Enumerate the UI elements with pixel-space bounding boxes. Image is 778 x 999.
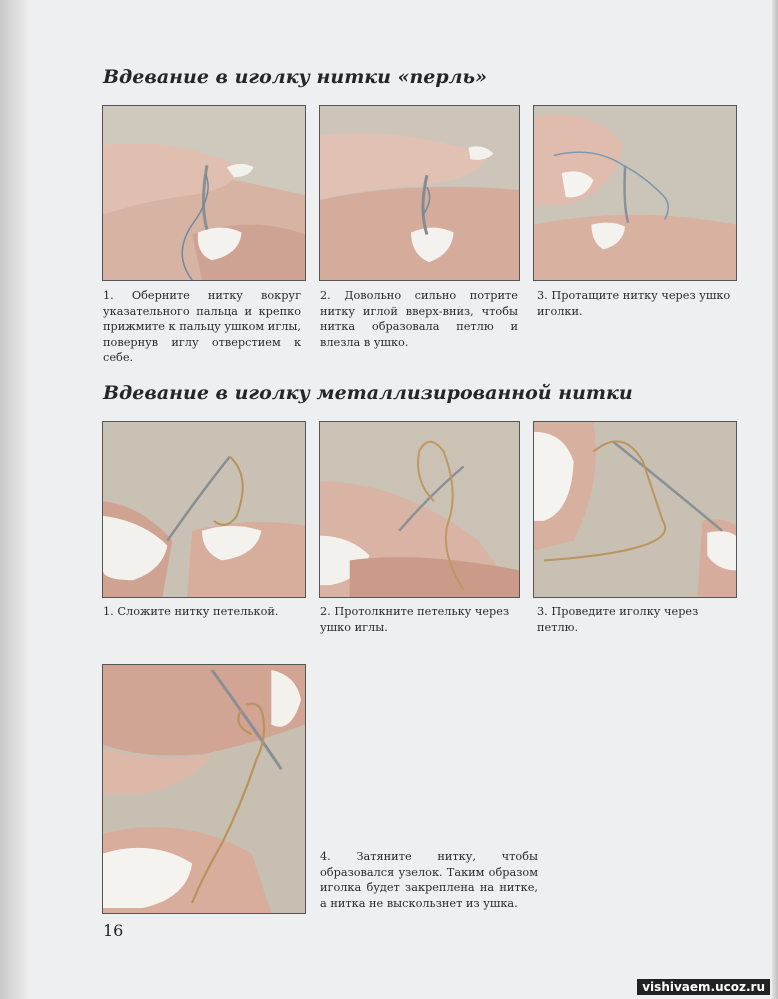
caption-perle-step-3: 3. Протащите нитку через ушко иголки. <box>537 289 731 318</box>
caption-metallic-step-4: 4. Затяните нитку, чтобы образовался узелок. Таким образом иголка будет закреплена на нитке, а нитка не выскользнет из ушка. <box>320 850 538 910</box>
caption-metallic-step-1: 1. Сложите нитку петелькой. <box>103 605 279 618</box>
photo-perle-step-3 <box>533 105 737 281</box>
caption-perle-step-1: 1. Оберните нитку вокруг указательного пальца и крепко прижмите к пальцу ушком иглы, повернув иглу отверстием к себе. <box>103 289 301 364</box>
page-number: 16 <box>103 921 124 940</box>
caption-metallic-step-3: 3. Проведите иголку через петлю. <box>537 605 699 634</box>
page-edge <box>772 0 778 999</box>
watermark: vishivaem.ucoz.ru <box>637 979 770 995</box>
photo-perle-step-2 <box>319 105 520 281</box>
photo-metallic-step-2 <box>319 421 520 598</box>
page-binding-shadow <box>0 0 28 999</box>
section-title-metallic: Вдевание в иголку металлизированной нитки <box>103 382 633 404</box>
caption-metallic-step-2: 2. Протолкните петельку через ушко иглы. <box>320 605 510 634</box>
photo-metallic-step-1 <box>102 421 306 598</box>
photo-metallic-step-4 <box>102 664 306 914</box>
caption-perle-step-2: 2. Довольно сильно потрите нитку иглой вверх-вниз, чтобы нитка образовала петлю и влезла в ушко. <box>320 289 518 349</box>
photo-perle-step-1 <box>102 105 306 281</box>
section-title-perle: Вдевание в иголку нитки «перль» <box>103 66 487 88</box>
photo-metallic-step-3 <box>533 421 737 598</box>
